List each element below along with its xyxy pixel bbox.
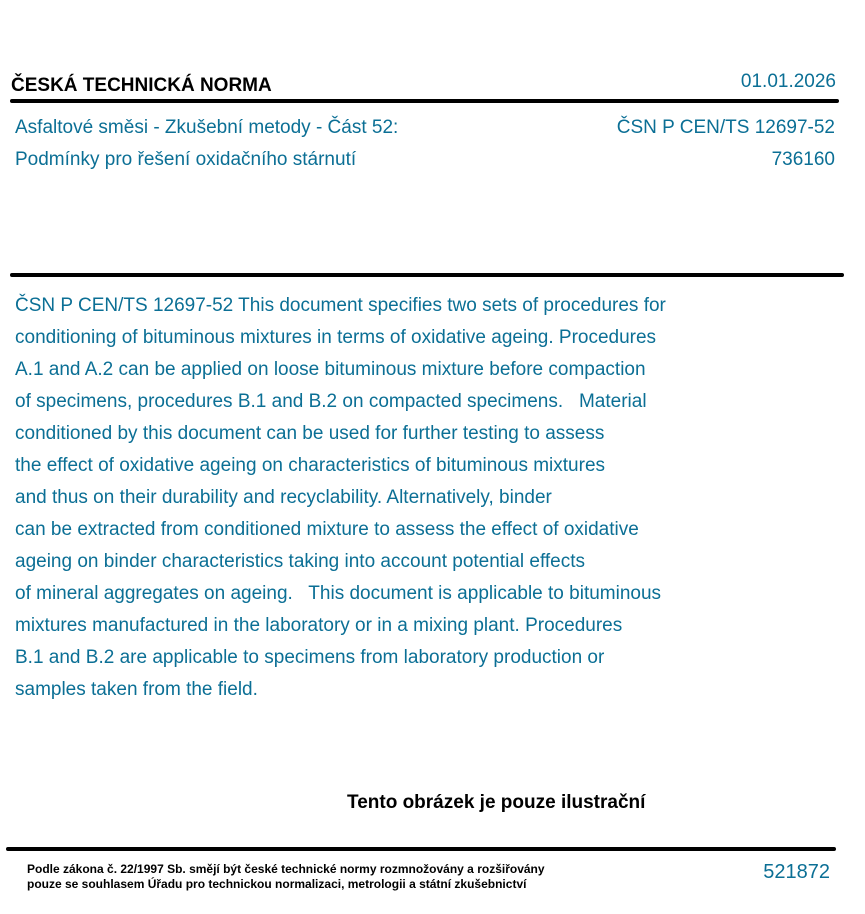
abstract-line: ageing on binder characteristics taking into account potential effects	[15, 551, 585, 572]
legal-line: pouze se souhlasem Úřadu pro technickou normalizaci, metrologii a státní zkušebnictví	[27, 877, 527, 891]
abstract-line: and thus on their durability and recyclability. Alternatively, binder	[15, 487, 552, 508]
legal-line: Podle zákona č. 22/1997 Sb. smějí být české technické normy rozmnožovány a rozšiřovány	[27, 862, 545, 876]
abstract-line: ČSN P CEN/TS 12697-52 This document specifies two sets of procedures for	[15, 295, 666, 316]
title-line-1: Asfaltové směsi - Zkušební metody - Část 52:	[15, 117, 399, 138]
abstract-line: of mineral aggregates on ageing. This document is applicable to bituminous	[15, 583, 662, 604]
standard-code: ČSN P CEN/TS 12697-52	[616, 117, 835, 138]
abstract-line: of specimens, procedures B.1 and B.2 on compacted specimens. Material	[15, 391, 647, 412]
abstract-line: B.1 and B.2 are applicable to specimens from laboratory production or	[15, 647, 605, 668]
document-number: 521872	[763, 861, 830, 883]
effective-date: 01.01.2026	[740, 71, 836, 92]
abstract-line: conditioning of bituminous mixtures in terms of oxidative ageing. Procedures	[15, 327, 657, 348]
legal-notice	[27, 862, 545, 892]
illustration-note: Tento obrázek je pouze ilustrační	[347, 792, 646, 813]
footer-divider	[6, 847, 836, 851]
abstract-line: the effect of oxidative ageing on characteristics of bituminous mixtures	[15, 455, 606, 476]
classification-number: 736160	[771, 149, 835, 170]
abstract-line: conditioned by this document can be used for further testing to assess	[15, 423, 605, 444]
abstract-line: samples taken from the field.	[15, 679, 258, 700]
standard-name-heading: ČESKÁ TECHNICKÁ NORMA	[11, 75, 272, 96]
abstract-line: can be extracted from conditioned mixture to assess the effect of oxidative	[15, 519, 639, 540]
title-divider	[10, 273, 844, 277]
title-line-2: Podmínky pro řešení oxidačního stárnutí	[15, 149, 357, 170]
abstract	[15, 290, 666, 706]
abstract-line: mixtures manufactured in the laboratory or in a mixing plant. Procedures	[15, 615, 623, 636]
abstract-line: A.1 and A.2 can be applied on loose bituminous mixture before compaction	[15, 359, 646, 380]
header-divider	[10, 99, 839, 103]
